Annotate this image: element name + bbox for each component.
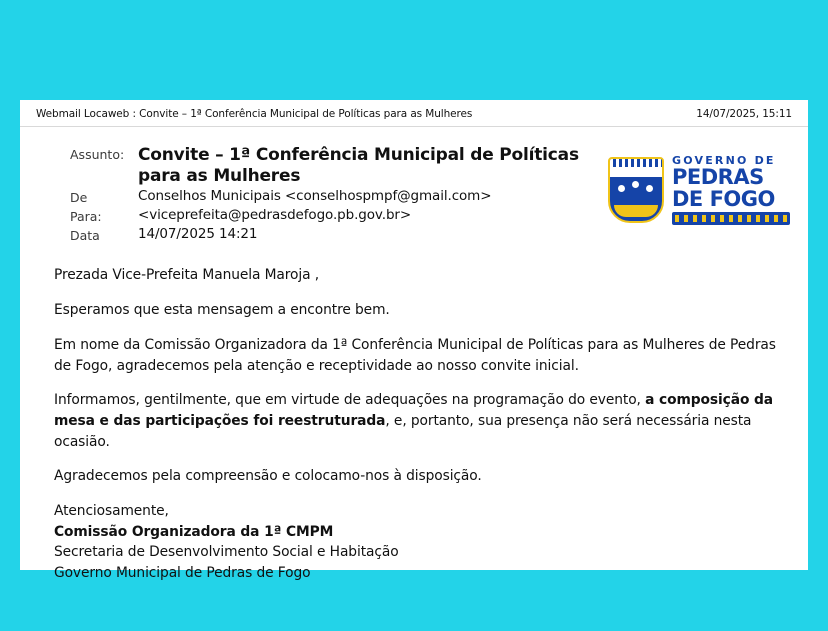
logo-wordmark (672, 155, 790, 225)
email-body (20, 247, 808, 583)
email-metadata (36, 145, 686, 243)
email-header (20, 127, 808, 247)
email-signature (54, 501, 778, 584)
crest-band (610, 167, 662, 177)
email-document (20, 100, 808, 582)
to-label: Para: (70, 209, 102, 225)
email-to: <viceprefeita@pedrasdefogo.pb.gov.br> (138, 207, 412, 224)
email-paragraph-4: Agradecemos pela compreensão e colocamo-nos à disposição. (54, 468, 482, 485)
crest-dots (610, 159, 662, 167)
window-title: Webmail Locaweb : Convite – 1ª Conferência Municipal de Políticas para as Mulheres (36, 108, 473, 120)
signature-closing: Atenciosamente, (54, 502, 169, 519)
email-subject: Convite – 1ª Conferência Municipal de Políticas para as Mulheres (138, 145, 579, 186)
signature-commission: Comissão Organizadora da 1ª CMPM (54, 523, 334, 540)
crest-circle-1 (618, 185, 625, 192)
paragraph-3-emphasis: a composição da mesa e das participações foi reestruturada (54, 392, 774, 429)
email-paragraph-2: Em nome da Comissão Organizadora da 1ª Conferência Municipal de Políticas para as Mulheres de Pedras de Fogo, agradecemos pela atenção e receptividade ao nosso convite inicial. (54, 336, 776, 374)
crest-circle-2 (632, 181, 639, 188)
email-greeting: Prezada Vice-Prefeita Manuela Maroja , (54, 267, 320, 284)
logo-decorative-bar (672, 212, 790, 225)
logo-gov-text: GOVERNO DE (672, 154, 776, 167)
from-label: De (70, 190, 88, 206)
signature-department: Secretaria de Desenvolvimento Social e Habitação (54, 544, 399, 561)
print-timestamp: 14/07/2025, 15:11 (696, 108, 792, 120)
crest-circle-3 (646, 185, 653, 192)
print-header (20, 100, 808, 127)
paragraph-3-part-2: , e, portanto, sua presença não será necessária nesta ocasião. (54, 412, 752, 450)
logo-city-line2: DE FOGO (672, 186, 775, 211)
subject-label: Assunto: (70, 147, 125, 162)
government-logo (608, 155, 790, 225)
email-from: Conselhos Municipais <conselhospmpf@gmail.com> (138, 188, 492, 205)
logo-city-line1: PEDRAS (672, 165, 764, 189)
paragraph-3-part-1: Informamos, gentilmente, que em virtude de adequações na programação do evento, (54, 392, 646, 409)
crest-base (614, 205, 658, 217)
email-date: 14/07/2025 14:21 (138, 226, 258, 243)
coat-of-arms-icon (608, 157, 664, 223)
signature-government: Governo Municipal de Pedras de Fogo (54, 565, 311, 582)
email-paragraph-3 (54, 390, 778, 452)
date-label: Data (70, 228, 100, 244)
email-paragraph-1: Esperamos que esta mensagem a encontre bem. (54, 302, 390, 319)
